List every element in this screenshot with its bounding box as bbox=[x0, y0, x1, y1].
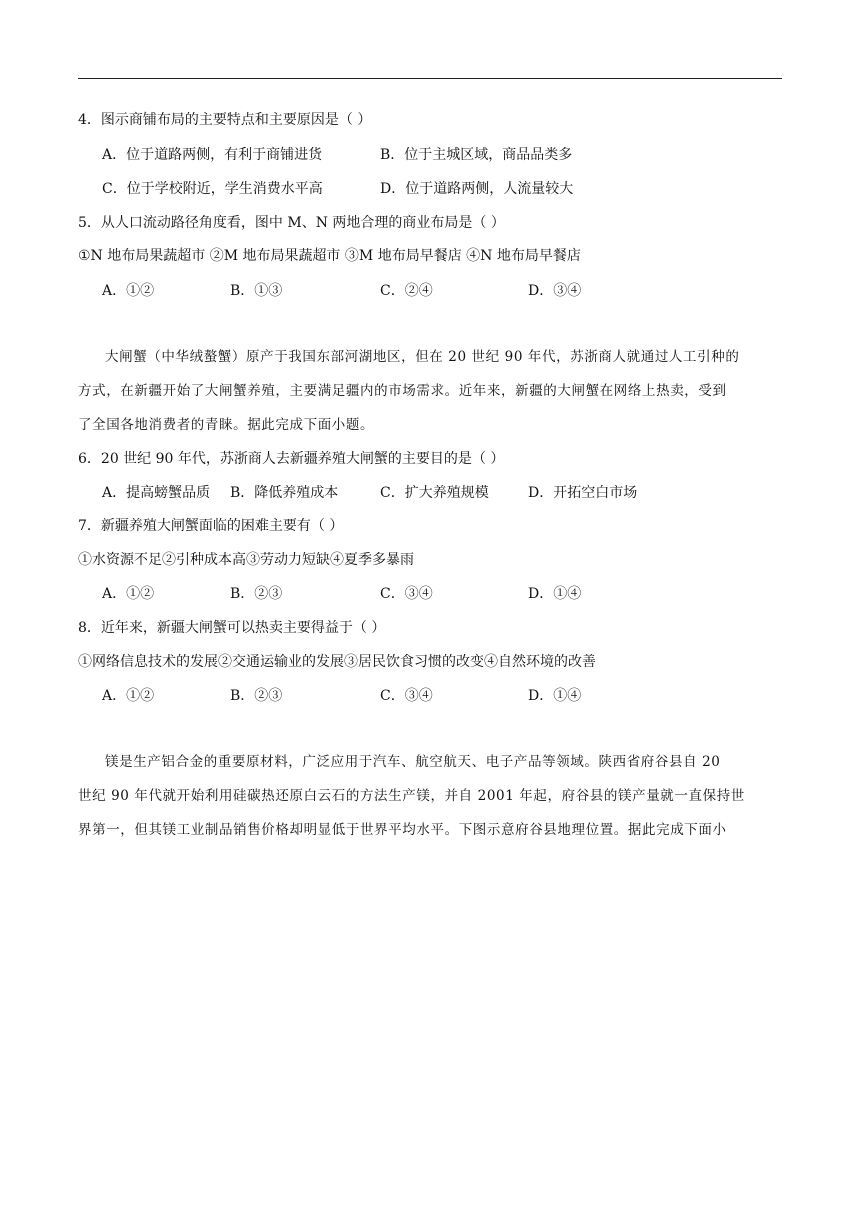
question-6-option-b[interactable]: B．降低养殖成本 bbox=[230, 485, 339, 501]
question-8-stem: 8．近年来，新疆大闸蟹可以热卖主要得益于（ ） bbox=[78, 620, 386, 636]
question-5-stem: 5．从人口流动路径角度看，图中 M、N 两地合理的商业布局是（ ） bbox=[78, 215, 505, 231]
passage-crab-line-2: 方式，在新疆开始了大闸蟹养殖，主要满足疆内的市场需求。近年来，新疆的大闸蟹在网络上热卖，受到 bbox=[78, 383, 727, 399]
question-8-option-d[interactable]: D．①④ bbox=[528, 688, 582, 704]
question-5-statements: ①N 地布局果蔬超市 ②M 地布局果蔬超市 ③M 地布局早餐店 ④N 地布局早餐店 bbox=[78, 248, 581, 264]
question-5-option-c[interactable]: C．②④ bbox=[380, 283, 433, 299]
passage-magnesium bbox=[78, 745, 782, 847]
question-7-option-a[interactable]: A．①② bbox=[102, 586, 155, 602]
question-5-option-d[interactable]: D．③④ bbox=[528, 283, 582, 299]
question-6-option-d[interactable]: D．开拓空白市场 bbox=[528, 485, 638, 501]
passage-crab bbox=[78, 340, 782, 442]
question-8-statements: ①网络信息技术的发展②交通运输业的发展③居民饮食习惯的改变④自然环境的改善 bbox=[78, 654, 596, 670]
question-7-option-d[interactable]: D．①④ bbox=[528, 586, 582, 602]
question-4-option-d[interactable]: D．位于道路两侧，人流量较大 bbox=[380, 181, 574, 197]
passage-crab-line-3: 了全国各地消费者的青睐。据此完成下面小题。 bbox=[78, 417, 375, 433]
question-7-stem: 7．新疆养殖大闸蟹面临的困难主要有（ ） bbox=[78, 518, 344, 534]
question-6-stem: 6．20 世纪 90 年代，苏浙商人去新疆养殖大闸蟹的主要目的是（ ） bbox=[78, 451, 505, 467]
question-8-option-c[interactable]: C．③④ bbox=[380, 688, 433, 704]
header-rule bbox=[78, 78, 782, 79]
question-5-option-b[interactable]: B．①③ bbox=[230, 283, 283, 299]
question-6-option-c[interactable]: C．扩大养殖规模 bbox=[380, 485, 489, 501]
question-7-option-c[interactable]: C．③④ bbox=[380, 586, 433, 602]
question-4-option-b[interactable]: B．位于主城区域，商品品类多 bbox=[380, 147, 573, 163]
passage-magnesium-line-1: 镁是生产铝合金的重要原材料，广泛应用于汽车、航空航天、电子产品等领域。陕西省府谷县自 20 bbox=[105, 754, 721, 770]
question-7-statements: ①水资源不足②引种成本高③劳动力短缺④夏季多暴雨 bbox=[78, 552, 414, 568]
passage-crab-line-1: 大闸蟹（中华绒螯蟹）原产于我国东部河湖地区，但在 20 世纪 90 年代，苏浙商人就通过人工引种的 bbox=[105, 349, 740, 365]
passage-magnesium-line-3: 界第一，但其镁工业制品销售价格却明显低于世界平均水平。下图示意府谷县地理位置。据此完成下面小 bbox=[78, 822, 727, 838]
passage-magnesium-line-2: 世纪 90 年代就开始利用硅碳热还原白云石的方法生产镁，并自 2001 年起，府谷县的镁产量就一直保持世 bbox=[78, 788, 745, 804]
question-4-option-c[interactable]: C．位于学校附近，学生消费水平高 bbox=[102, 181, 323, 197]
question-5-option-a[interactable]: A．①② bbox=[102, 283, 155, 299]
question-8-option-a[interactable]: A．①② bbox=[102, 688, 155, 704]
question-7-option-b[interactable]: B．②③ bbox=[230, 586, 283, 602]
question-8-option-b[interactable]: B．②③ bbox=[230, 688, 283, 704]
question-4-stem: 4．图示商铺布局的主要特点和主要原因是（ ） bbox=[78, 112, 372, 128]
question-6-option-a[interactable]: A．提高螃蟹品质 bbox=[102, 485, 211, 501]
question-4-option-a[interactable]: A．位于道路两侧，有利于商铺进货 bbox=[102, 147, 323, 163]
